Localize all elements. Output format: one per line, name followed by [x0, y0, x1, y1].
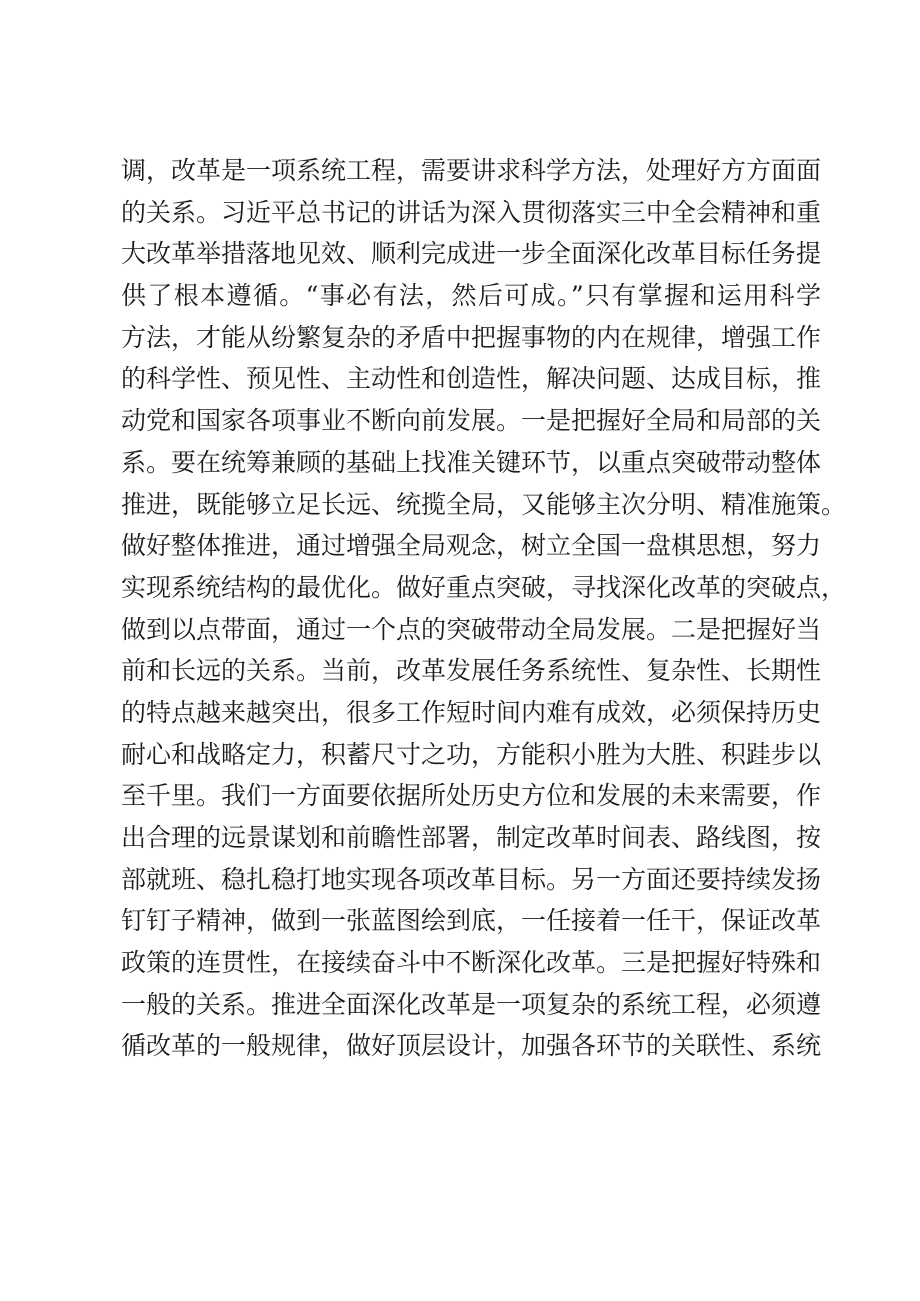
text-line: 系。要在统筹兼顾的基础上找准关键环节，以重点突破带动整体: [121, 447, 822, 477]
body-paragraph: [121, 150, 847, 1067]
text-line: 一般的关系。推进全面深化改革是一项复杂的系统工程，必须遵: [121, 989, 822, 1019]
text-line: 至千里。我们一方面要依据所处历史方位和发展的未来需要，作: [121, 781, 822, 811]
text-line: 的特点越来越突出，很多工作短时间内难有成效，必须保持历史: [121, 697, 822, 727]
text-line: 供了根本遵循。“事必有法，然后可成。”只有掌握和运用科学: [121, 281, 821, 311]
text-line: 的科学性、预见性、主动性和创造性，解决问题、达成目标，推: [121, 364, 822, 394]
text-line: 政策的连贯性，在接续奋斗中不断深化改革。三是把握好特殊和: [121, 948, 822, 978]
text-line: 做到以点带面，通过一个点的突破带动全局发展。二是把握好当: [121, 614, 822, 644]
text-line: 调，改革是一项系统工程，需要讲求科学方法，处理好方方面面: [121, 156, 822, 185]
text-line: 耐心和战略定力，积蓄尺寸之功，方能积小胜为大胜、积跬步以: [121, 739, 822, 769]
text-line: 出合理的远景谋划和前瞻性部署，制定改革时间表、路线图，按: [121, 823, 822, 852]
text-line: 实现系统结构的最优化。做好重点突破，寻找深化改革的突破点，: [121, 572, 847, 602]
text-line: 做好整体推进，通过增强全局观念，树立全国一盘棋思想，努力: [121, 531, 822, 561]
text-line: 大改革举措落地见效、顺利完成进一步全面深化改革目标任务提: [121, 239, 822, 269]
text-line: 钉钉子精神，做到一张蓝图绘到底，一任接着一任干，保证改革: [121, 906, 822, 936]
text-line: 前和长远的关系。当前，改革发展任务系统性、复杂性、长期性: [121, 656, 822, 686]
text-line: 部就班、稳扎稳打地实现各项改革目标。另一方面还要持续发扬: [121, 864, 822, 894]
text-line: 的关系。习近平总书记的讲话为深入贯彻落实三中全会精神和重: [121, 197, 822, 227]
text-line: 方法，才能从纷繁复杂的矛盾中把握事物的内在规律，增强工作: [121, 322, 822, 352]
text-line: 循改革的一般规律，做好顶层设计，加强各环节的关联性、系统: [121, 1031, 822, 1061]
text-line: 推进，既能够立足长远、统揽全局，又能够主次分明、精准施策。: [121, 489, 847, 519]
text-line: 动党和国家各项事业不断向前发展。一是把握好全局和局部的关: [121, 406, 822, 436]
